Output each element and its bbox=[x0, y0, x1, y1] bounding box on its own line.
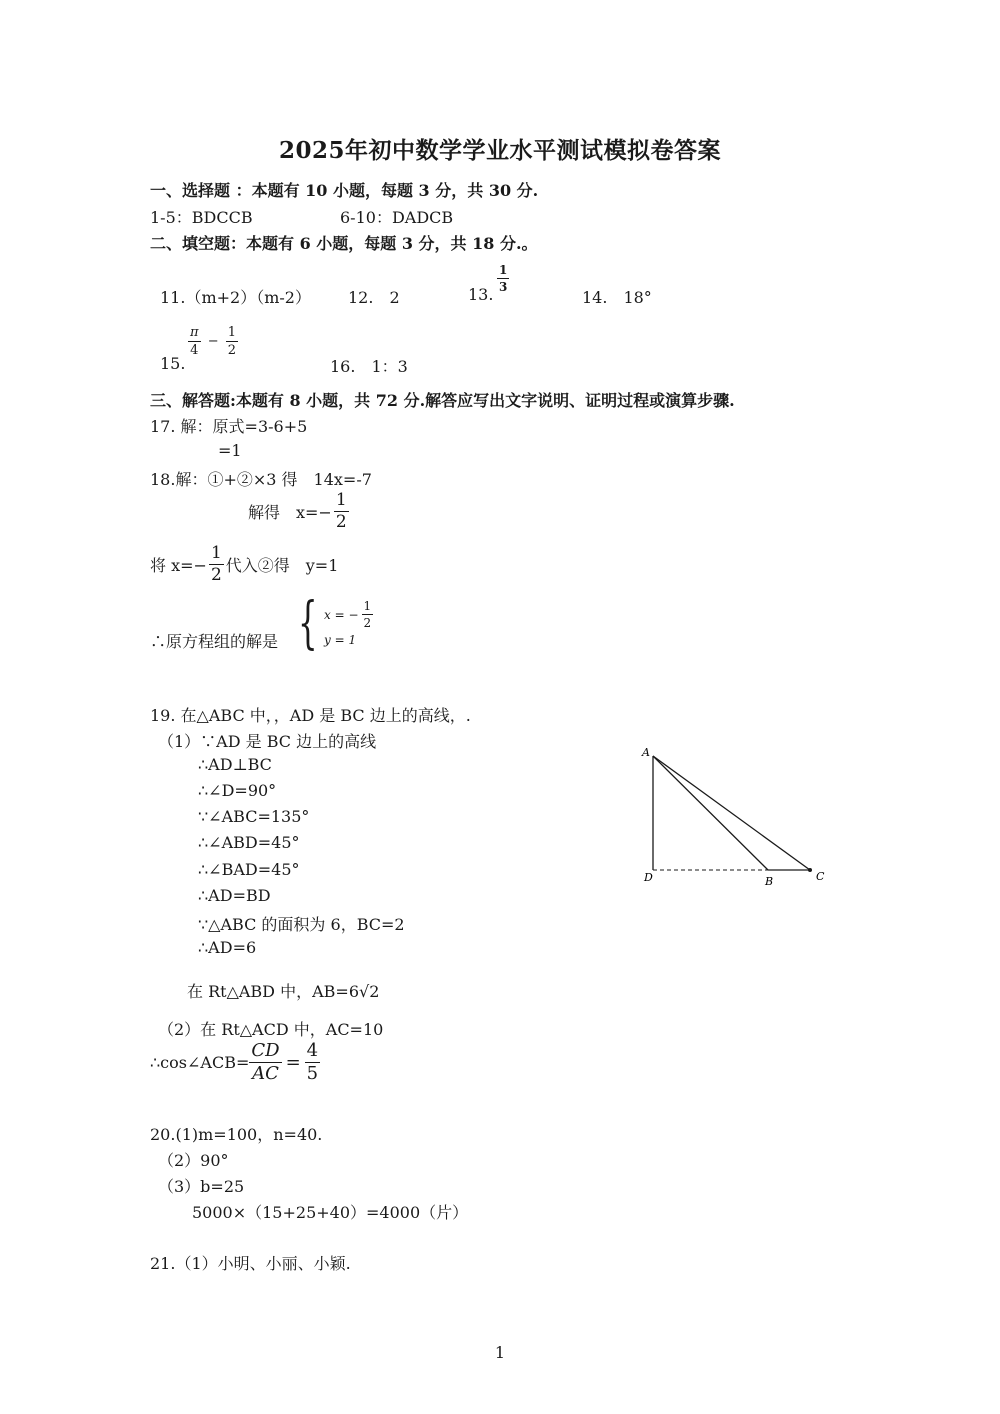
q19-part2: （2）在 Rt△ACD 中，AC=10 bbox=[158, 1020, 384, 1039]
system-brace-icon: { bbox=[298, 591, 318, 656]
q19-cos-text: ∴cos∠ACB= bbox=[150, 1053, 250, 1072]
q19-ab-result: 在 Rt△ABD 中，AB=6√2 bbox=[187, 982, 380, 1001]
page-title: 2025年初中数学学业水平测试模拟卷答案 bbox=[278, 137, 721, 164]
fraction-numerator: 1 bbox=[210, 543, 222, 563]
q19-intro: 19. 在△ABC 中，，AD 是 BC 边上的高线，. bbox=[150, 706, 471, 725]
point-c-dot bbox=[808, 868, 812, 872]
segment-ac bbox=[653, 756, 810, 870]
q19-step: ∴∠ABD=45° bbox=[198, 833, 300, 852]
triangle-figure bbox=[630, 740, 840, 900]
minus-sign: − bbox=[207, 334, 219, 349]
q18-line2-text: 解得 x=− bbox=[248, 503, 332, 522]
label-d: D bbox=[644, 871, 653, 884]
q19-cos-line bbox=[150, 1042, 320, 1083]
q20-line1: 20.(1)m=100，n=40. bbox=[150, 1125, 323, 1144]
fraction-numerator: 1 bbox=[227, 325, 237, 340]
equals-sign: = bbox=[285, 1052, 301, 1073]
section1-heading: 一、选择题 ：本题有 10 小题，每题 3 分，共 30 分. bbox=[150, 181, 539, 200]
q18-line3-text-a: 将 x=− bbox=[150, 556, 207, 575]
answer-16: 16. 1：3 bbox=[330, 357, 408, 376]
fraction-denominator: 3 bbox=[499, 280, 508, 294]
answer-15-expression bbox=[188, 326, 238, 357]
q18-line4: ∴原方程组的解是 bbox=[150, 632, 279, 651]
answers-6-10: 6-10：DADCB bbox=[340, 208, 454, 227]
fraction-denominator: 4 bbox=[190, 343, 199, 358]
segment-ab bbox=[653, 756, 768, 870]
fraction-numerator: 1 bbox=[363, 599, 372, 613]
fraction-denominator: AC bbox=[252, 1063, 279, 1084]
fraction-denominator: 2 bbox=[335, 512, 347, 532]
label-a: A bbox=[642, 746, 650, 759]
label-c: C bbox=[816, 870, 825, 883]
answers-1-5: 1-5：BDCCB bbox=[150, 208, 253, 227]
q19-part1-heading: （1）∵AD 是 BC 边上的高线 bbox=[158, 732, 377, 751]
q19-step: ∴∠D=90° bbox=[198, 781, 277, 800]
q20-line3: （3）b=25 bbox=[158, 1177, 245, 1196]
fraction-denominator: 2 bbox=[227, 343, 237, 358]
q18-line1: 18.解：①+②×3 得 14x=-7 bbox=[150, 470, 372, 489]
q21-line1: 21.（1）小明、小丽、小颖. bbox=[150, 1254, 351, 1273]
q20-line4: 5000×（15+25+40）=4000（片） bbox=[192, 1203, 469, 1222]
q18-line2 bbox=[248, 492, 349, 531]
answer-11: 11.（m+2）（m-2） bbox=[160, 288, 311, 307]
fraction-denominator: 2 bbox=[210, 565, 222, 585]
label-b: B bbox=[765, 875, 774, 888]
fraction-numerator: CD bbox=[251, 1040, 280, 1061]
answer-13-label: 13. bbox=[468, 285, 494, 304]
q19-step: ∴AD=6 bbox=[198, 938, 257, 957]
q17-line1: 17. 解：原式=3-6+5 bbox=[150, 417, 308, 436]
section3-heading: 三、解答题:本题有 8 小题，共 72 分.解答应写出文字说明、证明过程或演算步骤. bbox=[150, 391, 735, 410]
fraction-numerator: 1 bbox=[335, 490, 347, 510]
q20-line2: （2）90° bbox=[158, 1151, 229, 1170]
q19-step: ∴AD=BD bbox=[198, 886, 271, 905]
q18-line3-text-b: 代入②得 y=1 bbox=[225, 556, 339, 575]
fraction-numerator: 4 bbox=[306, 1040, 319, 1061]
fraction-denominator: 5 bbox=[306, 1063, 319, 1084]
q18-line3 bbox=[150, 545, 338, 584]
q18-system-y: y = 1 bbox=[324, 633, 357, 647]
answer-13-fraction bbox=[497, 264, 509, 293]
q19-step: ∵∠ABC=135° bbox=[198, 807, 310, 826]
q19-step: ∴∠BAD=45° bbox=[198, 860, 300, 879]
q18-system-x-text: x = − bbox=[324, 607, 359, 622]
pi-numerator: π bbox=[190, 325, 199, 340]
q17-line2: =1 bbox=[218, 441, 242, 460]
fraction-denominator: 2 bbox=[363, 616, 372, 630]
answer-12: 12. 2 bbox=[348, 288, 400, 307]
section2-heading: 二、填空题：本题有 6 小题，每题 3 分，共 18 分.。 bbox=[150, 234, 538, 253]
answer-14: 14. 18° bbox=[582, 288, 652, 307]
q18-system-x bbox=[324, 600, 373, 629]
fraction-numerator: 1 bbox=[499, 263, 508, 277]
page-number: 1 bbox=[494, 1343, 506, 1362]
q19-step: ∴AD⊥BC bbox=[198, 755, 272, 774]
q19-step: ∵△ABC 的面积为 6，BC=2 bbox=[198, 915, 405, 934]
answer-15-label: 15. bbox=[160, 354, 186, 373]
